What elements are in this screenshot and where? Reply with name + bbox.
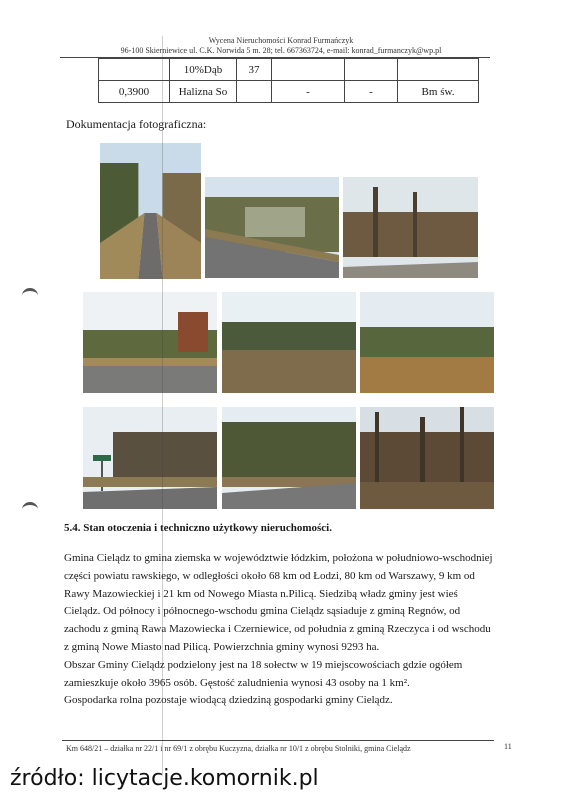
table-cell (237, 81, 272, 103)
table-cell (99, 59, 170, 81)
table-cell: 0,3900 (99, 81, 170, 103)
photo-crossroad (222, 407, 356, 509)
section-heading: 5.4. Stan otoczenia i techniczno użytkowy nieruchomości. (64, 522, 332, 534)
document-header (0, 36, 562, 56)
footer-text: Km 648/21 – działka nr 22/1 i nr 69/1 z obrębu Kuczyzna, działka nr 10/1 z obrębu Stolniki, gmina Cielądz (66, 744, 411, 753)
photo-road-forest-2 (205, 177, 339, 278)
table-cell: 37 (237, 59, 272, 81)
table-row (99, 59, 479, 81)
section-body (64, 550, 496, 710)
table-cell: - (272, 81, 345, 103)
footer-rule (62, 740, 494, 741)
table-cell: Halizna So (170, 81, 237, 103)
header-company: Wycena Nieruchomości Konrad Furmańczyk (208, 36, 354, 45)
table-row (99, 81, 479, 103)
source-caption: źródło: licytacje.komornik.pl (10, 766, 319, 791)
parcel-table (98, 58, 479, 103)
binder-hole-mark (22, 502, 38, 517)
table-cell: - (345, 81, 398, 103)
table-cell: Bm św. (398, 81, 479, 103)
paragraph: Gospodarka rolna pozostaje wiodącą dziedziną gospodarki gminy Cielądz. (64, 694, 393, 707)
photo-section-label: Dokumentacja fotograficzna: (66, 117, 207, 131)
photo-forest-edge (343, 177, 478, 278)
photo-field-treeline (222, 292, 356, 393)
paragraph: Obszar Gminy Cielądz podzielony jest na 18 sołectw w 19 miejscowościach gdzie ogółem zamieszkuje około 3965 osób. Gęstość zaludnienia wynosi 43 osoby na 1 km². (64, 658, 463, 689)
table-cell (272, 59, 345, 81)
table-cell (345, 59, 398, 81)
photo-young-forest (360, 292, 494, 393)
photo-meadow-road (83, 292, 217, 393)
table-cell (398, 59, 479, 81)
table-cell: 10%Dąb (170, 59, 237, 81)
photo-road-sign (83, 407, 217, 509)
header-address: 96-100 Skierniewice ul. C.K. Norwida 5 m. 28; tel. 667363724, e-mail: konrad_furmanczyk@wp.pl (120, 46, 442, 55)
photo-woodland-interior (360, 407, 494, 509)
binder-hole-mark (22, 288, 38, 303)
paragraph: Gmina Cielądz to gmina ziemska w województwie łódzkim, położona w południowo-wschodniej części powiatu rawskiego, w odległości około 68 km od Łodzi, 80 km od Warszawy, 9 km od Rawy Mazowieckiej i 21 km od Nowego Miasta n.Pilicą. Siedzibą władz gminy jest wieś Cielądz. Od północy i północnego-wschodu gmina Cielądz sąsiaduje z gminą Regnów, od zachodu z gminą Rawa Mazowiecka i Czerniewice, od południa z gminą Rzeczyca i od wschodu z gminą Nowe Miasto nad Pilicą. Powierzchnia gminy wynosi 9293 ha. (64, 552, 493, 653)
photo-road-forest-1 (100, 143, 201, 279)
page-number: 11 (504, 742, 512, 751)
